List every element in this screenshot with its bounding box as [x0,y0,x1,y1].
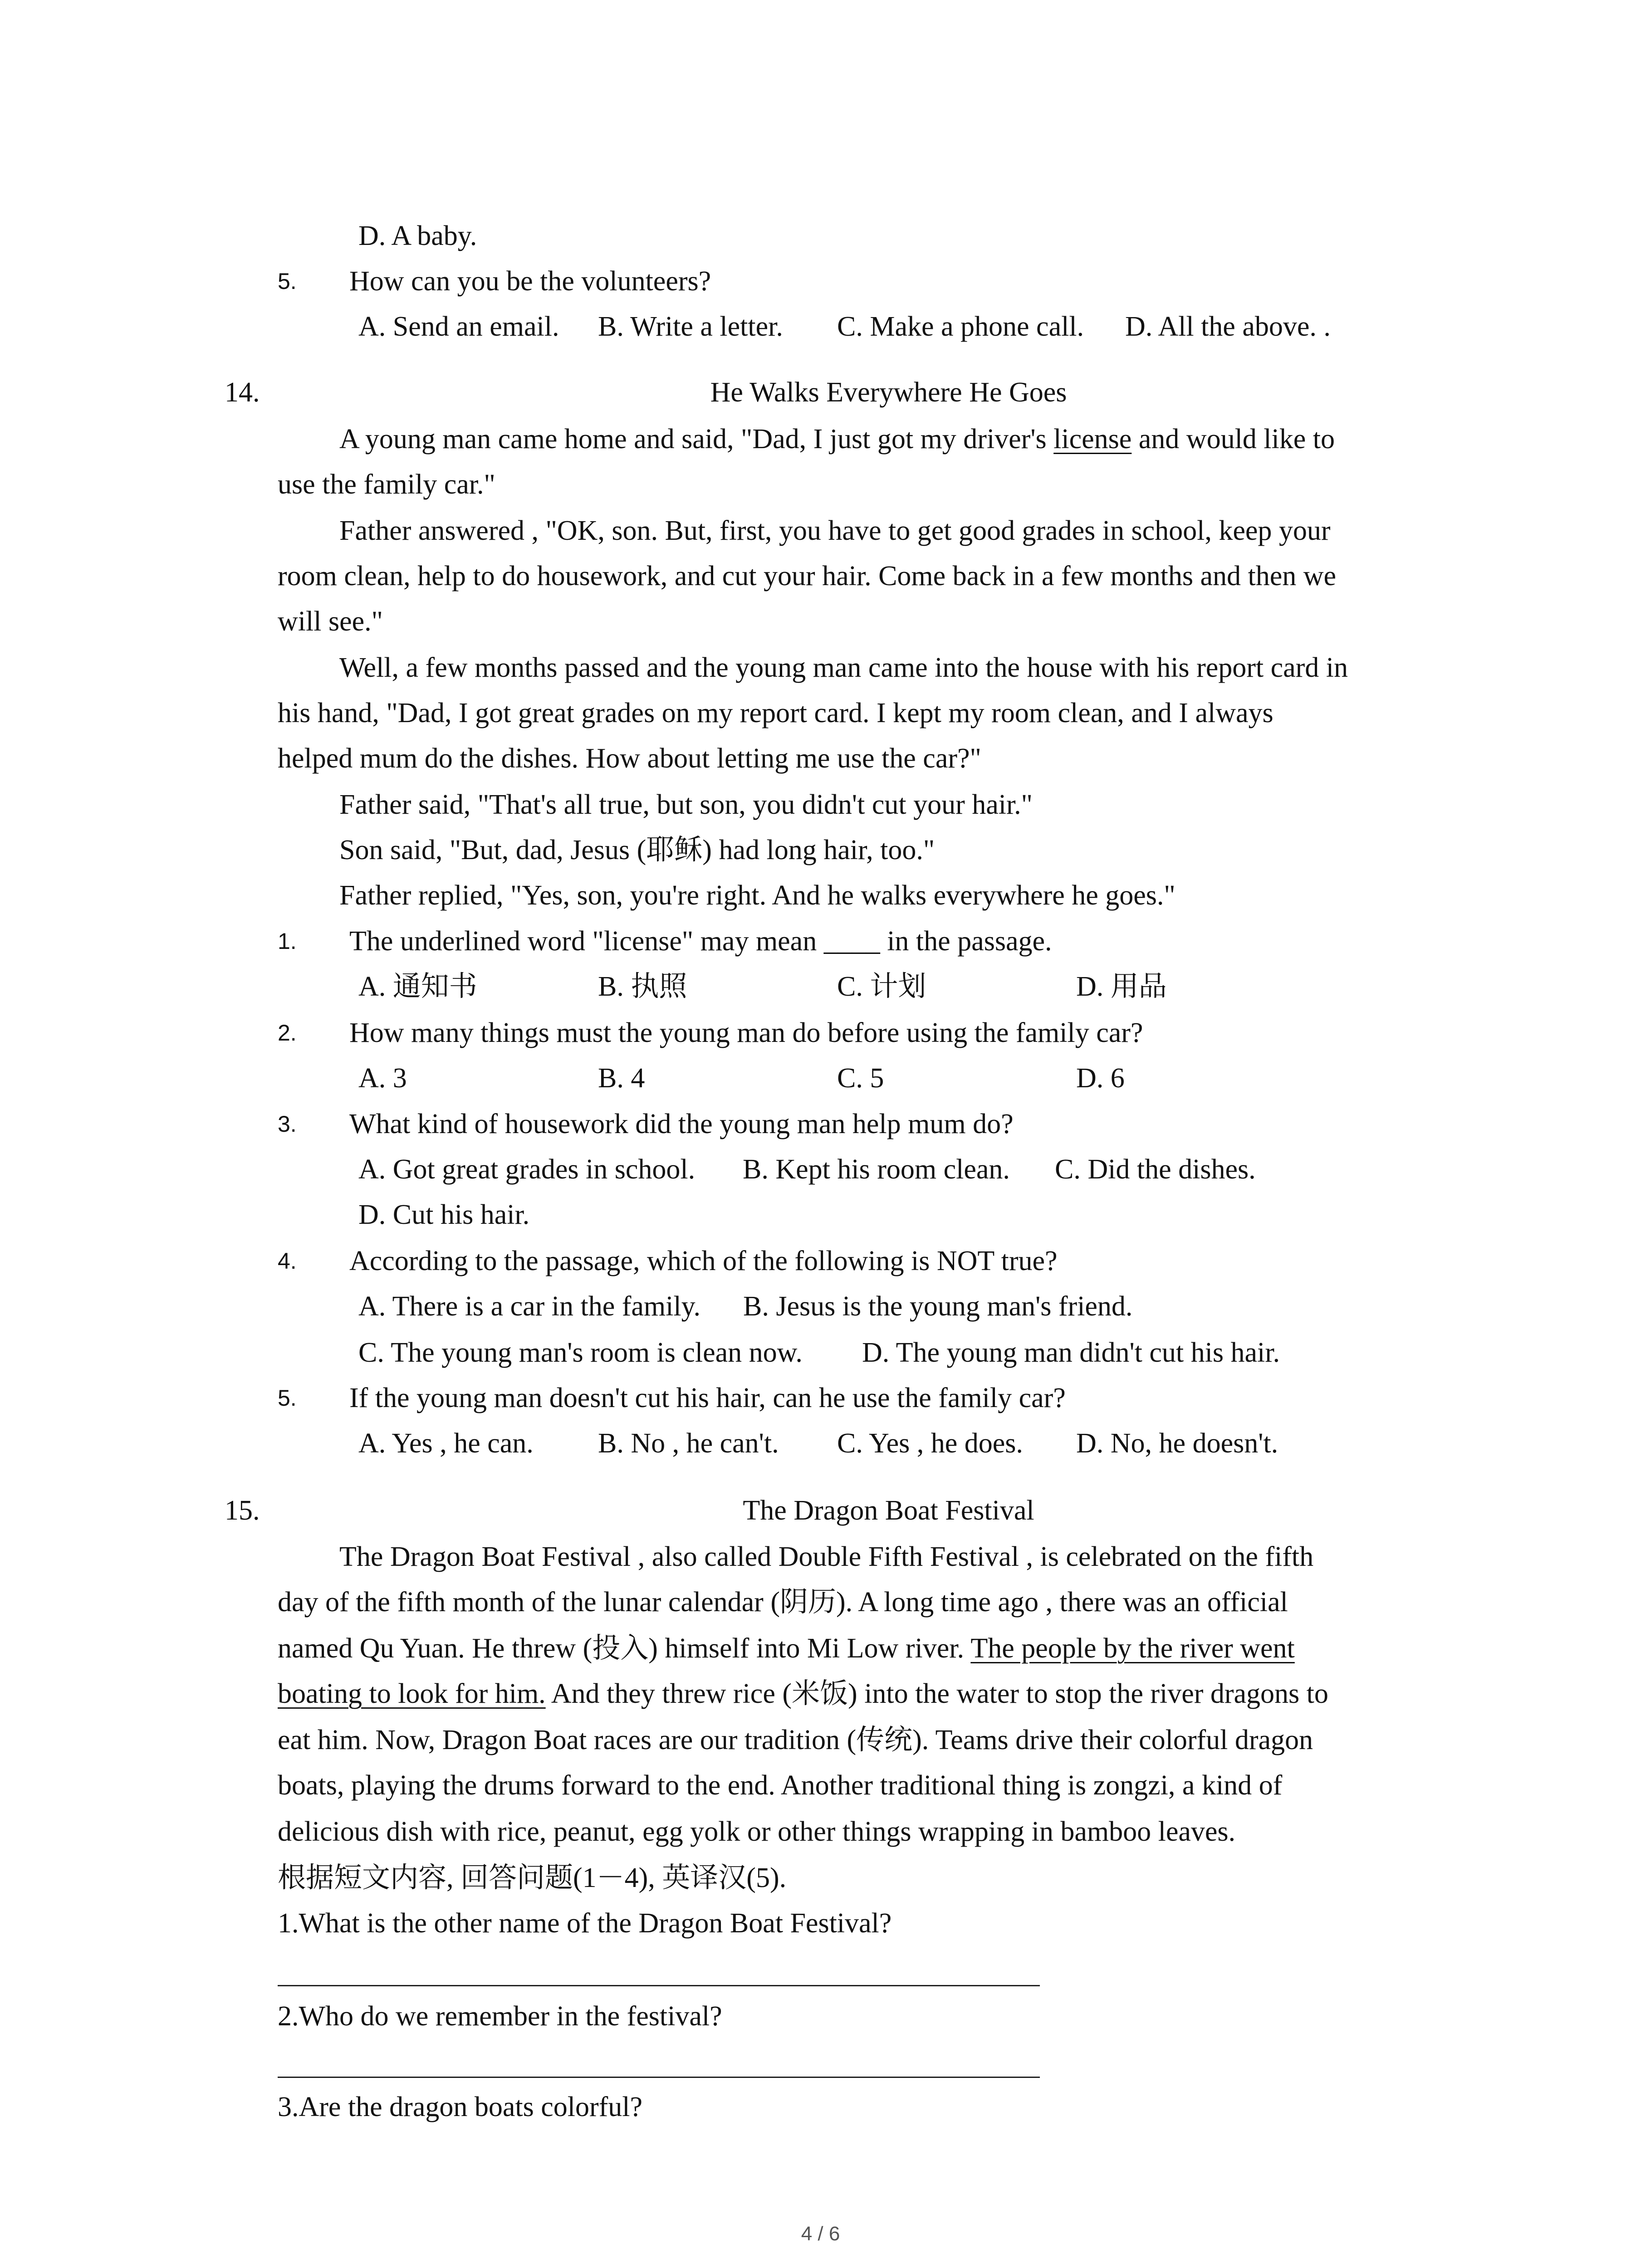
paragraph-line: boats, playing the drums forward to the end. Another traditional thing is zongzi, a kind of [278,1770,1283,1801]
option-c: C. Did the dishes. [1055,1154,1256,1185]
option-c: C. The young man's room is clean now. [358,1337,803,1368]
underlined-sentence: The people by the river went [970,1633,1295,1664]
option-a: A. There is a car in the family. [358,1291,701,1322]
paragraph-line: day of the fifth month of the lunar calendar (阴历). A long time ago , there was an official [278,1587,1288,1618]
question-number: 5. [278,1385,297,1411]
passage-title: The Dragon Boat Festival [743,1495,1034,1526]
question-number: 4. [278,1248,297,1274]
question-number: 2. [278,1020,297,1046]
short-answer-question: 1.What is the other name of the Dragon Boat Festival? [278,1908,892,1939]
option-b: B. Kept his room clean. [743,1154,1010,1185]
question-number: 5. [278,269,297,294]
option-d: D. No, he doesn't. [1076,1428,1279,1459]
paragraph-line: Well, a few months passed and the young man came into the house with his report card in [339,652,1348,683]
option-c: C. Make a phone call. [837,311,1084,342]
passage-title: He Walks Everywhere He Goes [710,377,1067,408]
option-b: B. 4 [598,1063,645,1094]
underlined-sentence: boating to look for him. [278,1678,546,1709]
instructions: 根据短文内容, 回答问题(1－4), 英译汉(5). [278,1862,787,1893]
paragraph-line: room clean, help to do housework, and cut your hair. Come back in a few months and then we [278,561,1337,591]
option-c: C. 计划 [837,971,926,1002]
short-answer-question: 3.Are the dragon boats colorful? [278,2092,643,2122]
option-a: A. Got great grades in school. [358,1154,696,1185]
option-b: B. No , he can't. [598,1428,779,1459]
paragraph-line: named Qu Yuan. He threw (投入) himself into Mi Low river. The people by the river went [278,1633,1295,1664]
section-number: 15. [225,1495,260,1526]
question-number: 3. [278,1111,297,1137]
paragraph-line: Father replied, "Yes, son, you're right. And he walks everywhere he goes." [339,880,1176,911]
paragraph-line: Father answered , "OK, son. But, first, you have to get good grades in school, keep your [339,515,1331,546]
question-text: According to the passage, which of the following is NOT true? [349,1246,1058,1276]
short-answer-question: 2.Who do we remember in the festival? [278,2001,722,2032]
option-a: A. 3 [358,1063,407,1094]
question-text: What kind of housework did the young man help mum do? [349,1109,1014,1139]
question-text: How can you be the volunteers? [349,266,711,297]
option-d: D. All the above. . [1125,311,1331,342]
paragraph-line: eat him. Now, Dragon Boat races are our tradition (传统). Teams drive their colorful dragon [278,1725,1313,1755]
question-number: 1. [278,929,297,954]
paragraph-line: A young man came home and said, "Dad, I just got my driver's license and would like to [339,424,1335,455]
option-c: C. 5 [837,1063,884,1094]
option-d: D. The young man didn't cut his hair. [862,1337,1280,1368]
paragraph-line: The Dragon Boat Festival , also called Double Fifth Festival , is celebrated on the fifth [339,1541,1314,1572]
paragraph-line: delicious dish with rice, peanut, egg yolk or other things wrapping in bamboo leaves. [278,1816,1235,1847]
paragraph-line: Son said, "But, dad, Jesus (耶稣) had long hair, too." [339,835,935,865]
option-d: D. 用品 [1076,971,1167,1002]
section-number: 14. [225,377,260,408]
question-text: How many things must the young man do before using the family car? [349,1017,1143,1048]
paragraph-line: helped mum do the dishes. How about letting me use the car?" [278,743,981,774]
option-b: B. Write a letter. [598,311,783,342]
option-d: D. Cut his hair. [358,1199,530,1230]
answer-line[interactable] [278,2077,1040,2078]
page-number: 4 / 6 [801,2223,840,2245]
option-c: C. Yes , he does. [837,1428,1023,1459]
option-a: A. Send an email. [358,311,559,342]
answer-line[interactable] [278,1985,1040,1986]
question-text: The underlined word "license" may mean ____ in the passage. [349,926,1052,957]
underlined-word: license [1053,424,1132,455]
paragraph-line: Father said, "That's all true, but son, you didn't cut your hair." [339,789,1033,820]
option-a: A. 通知书 [358,971,477,1002]
question-text: If the young man doesn't cut his hair, can he use the family car? [349,1383,1066,1413]
paragraph-line: his hand, "Dad, I got great grades on my report card. I kept my room clean, and I always [278,698,1274,728]
option-b: B. Jesus is the young man's friend. [743,1291,1133,1322]
paragraph-line: use the family car." [278,469,495,500]
option-d: D. 6 [1076,1063,1125,1094]
paragraph-line: will see." [278,606,383,637]
prev-question-option-d: D. A baby. [358,220,477,251]
option-b: B. 执照 [598,971,687,1002]
paragraph-line: boating to look for him. And they threw rice (米饭) into the water to stop the river dragons to [278,1678,1328,1709]
option-a: A. Yes , he can. [358,1428,534,1459]
